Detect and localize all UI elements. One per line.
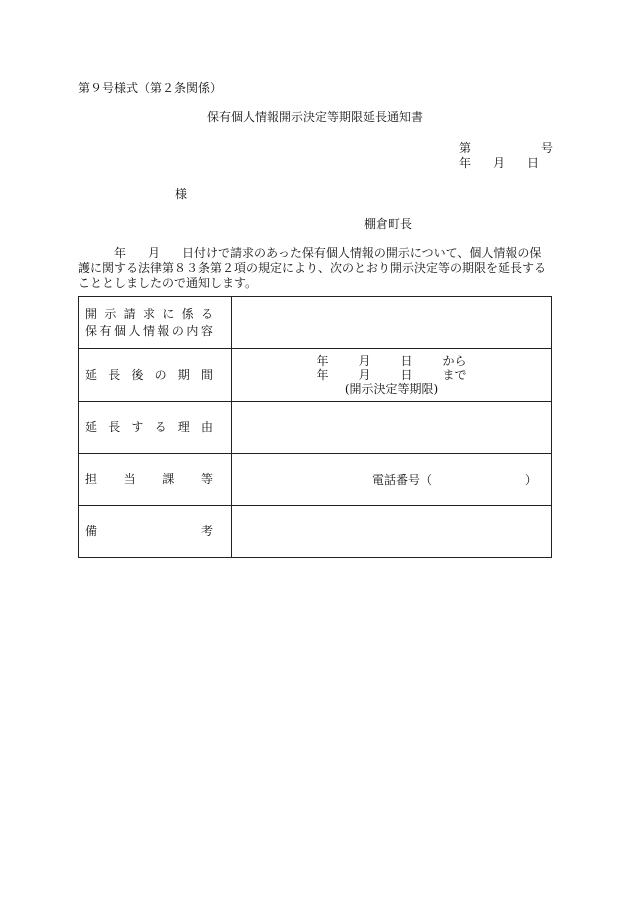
label-line-1: [85, 306, 213, 323]
label-char: 個: [113, 323, 126, 338]
label-char: 延: [85, 367, 98, 382]
notice-table: [78, 296, 552, 558]
label-requested-info: [79, 297, 232, 349]
period-month: 月: [358, 368, 371, 382]
label-char: 有: [99, 323, 112, 338]
label-char: 備: [85, 524, 98, 538]
label-extended-period: [79, 349, 232, 402]
label-line: [85, 419, 213, 436]
period-year: 年: [316, 368, 329, 382]
label-line: [85, 367, 213, 384]
value-extended-period[interactable]: [232, 349, 552, 402]
value-remarks[interactable]: [232, 506, 552, 558]
label-char: 開: [85, 306, 98, 321]
label-char: 示: [104, 306, 117, 321]
document-number: [459, 141, 553, 155]
period-until: [232, 368, 551, 382]
label-char: 内: [186, 323, 199, 338]
label-char: 間: [200, 367, 213, 382]
label-char: 保: [85, 323, 98, 338]
label-char: す: [131, 420, 144, 434]
period-from-label: から: [442, 354, 467, 368]
label-char: る: [154, 420, 167, 434]
date-month: 月: [493, 156, 506, 170]
body-paragraph: [78, 246, 552, 291]
label-char: 担: [85, 472, 98, 486]
period-until-label: まで: [442, 368, 467, 382]
phone-close: ）: [524, 473, 537, 487]
issue-date: [459, 156, 539, 170]
sender: 棚倉町長: [364, 217, 413, 231]
table-row-requested-info: [79, 297, 552, 349]
period-day: 日: [400, 368, 413, 382]
label-char: 期: [177, 367, 190, 382]
period-month: 月: [358, 354, 371, 368]
label-extension-reason: [79, 402, 232, 454]
label-char: 報: [157, 323, 170, 338]
label-char: 当: [123, 472, 136, 486]
form-number: 第９号様式（第２条関係）: [78, 81, 223, 95]
label-remarks: [79, 506, 232, 558]
label-char: 情: [142, 323, 155, 338]
label-line: [85, 471, 213, 488]
label-char: 長: [108, 420, 121, 434]
label-char: る: [200, 306, 213, 321]
period-note: (開示決定等期限): [344, 382, 439, 396]
period-day: 日: [400, 354, 413, 368]
phone-label: 電話番号（: [372, 473, 433, 487]
label-char: 理: [177, 420, 190, 434]
value-department[interactable]: [232, 454, 552, 506]
label-line: [85, 523, 213, 540]
label-char: 考: [200, 524, 213, 538]
label-char: 延: [85, 420, 98, 434]
label-char: の: [154, 367, 167, 382]
table-row-remarks: [79, 506, 552, 558]
period-year: 年: [316, 354, 329, 368]
table-row-extension-reason: [79, 402, 552, 454]
label-char: 由: [200, 420, 213, 434]
table-row-extended-period: [79, 349, 552, 402]
label-char: 求: [142, 306, 155, 321]
value-extension-reason[interactable]: [232, 402, 552, 454]
document-number-prefix: 第: [459, 141, 472, 155]
body-month: 月: [148, 246, 161, 260]
addressee-suffix: 様: [175, 187, 188, 201]
table-row-department: [79, 454, 552, 506]
phone-number: [232, 471, 551, 488]
label-char: に: [162, 306, 175, 321]
body-year: 年: [114, 246, 127, 260]
period-from: [232, 354, 551, 368]
date-day: 日: [527, 156, 540, 170]
document-title: 保有個人情報開示決定等期限延長通知書: [206, 110, 423, 124]
date-year: 年: [459, 156, 472, 170]
label-char: 容: [200, 323, 213, 338]
label-char: の: [171, 323, 184, 338]
document-number-suffix: 号: [541, 141, 554, 155]
label-department: [79, 454, 232, 506]
label-char: 係: [181, 306, 194, 321]
label-char: 課: [162, 472, 175, 486]
value-requested-info[interactable]: [232, 297, 552, 349]
label-char: 請: [123, 306, 136, 321]
label-char: 等: [200, 472, 213, 486]
label-line-2: [85, 323, 213, 340]
label-char: 人: [128, 323, 141, 338]
body-text: 日付けで請求のあった保有個人情報の開示について、個人情報の保護に関する法律第８３条第２項の規定により、次のとおり開示決定等の期限を延長することとしましたので通知します。: [78, 246, 547, 290]
label-char: 長: [108, 367, 121, 382]
label-char: 後: [131, 367, 144, 382]
